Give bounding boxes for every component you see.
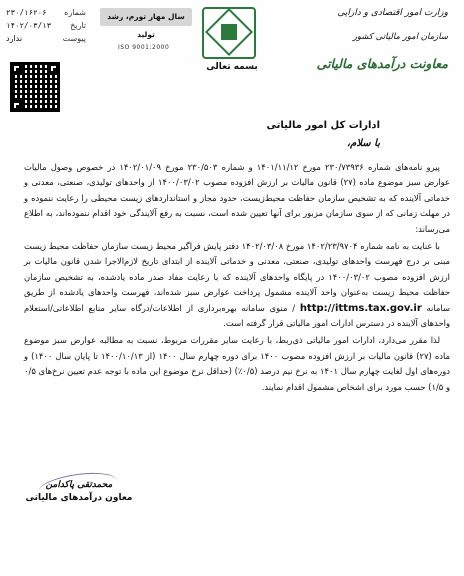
signatory-name: محمدتقی پاکدامن bbox=[45, 480, 113, 490]
iso-label: ISO 9001:2000 bbox=[118, 44, 170, 51]
meta-attachment-value: ندارد bbox=[6, 34, 23, 43]
meta-date-value: ۱۴۰۲/۰۳/۱۳ bbox=[6, 21, 52, 30]
ministry-header bbox=[317, 8, 448, 71]
signature-block bbox=[24, 480, 134, 503]
ministry-name: وزارت امور اقتصادی و دارایی bbox=[337, 8, 448, 18]
meta-attachment-label: پیوست bbox=[62, 34, 86, 43]
paragraph-3: لذا مقرر می‌دارد، ادارات امور مالیاتی ذی‌ربط، با رعایت سایر مقررات مربوط، نسبت به مطالبه عوارض سبز موضوع ماده (۲۷) قانون مالیات بر ارزش افزوده مصوب ۱۴۰۰ برای دوره چهارم سال ۱۴۰۰ (از ۱۴۰۰/۱۰/۱۳ تا پایان سال ۱۴۰۰) و دوره‌های اول لغایت چهارم سال ۱۴۰۱ به نرخ نیم درصد (۰/۵٪) (حداقل نرخ موضوع این ماده با توجه عدم تعیین نرخ‌های ۰/۵ و ۱/۵) حسب مورد برای اشخاص مشمول اقدام نمایند. bbox=[24, 335, 450, 392]
qr-finder-top-left bbox=[11, 63, 22, 74]
emblem-core bbox=[221, 24, 237, 40]
tax-organization-emblem bbox=[202, 7, 256, 59]
salutation: با سلام، bbox=[346, 138, 380, 149]
system-url-link[interactable]: http://ittms.tax.gov.ir bbox=[299, 302, 422, 314]
qr-finder-bottom-left bbox=[11, 100, 22, 111]
deputy-name: معاونت درآمدهای مالیاتی bbox=[316, 56, 448, 71]
qr-finder-top-right bbox=[48, 63, 59, 74]
meta-number-row bbox=[6, 6, 86, 19]
meta-number-value: ۲۳۰/۱۶۲۰۶ bbox=[6, 8, 47, 17]
letter-meta bbox=[6, 6, 86, 45]
meta-date-row bbox=[6, 19, 86, 32]
paragraph-2 bbox=[24, 239, 450, 331]
organization-name: سازمان امور مالیاتی کشور bbox=[352, 32, 448, 42]
paragraph-1: پیرو نامه‌های شماره ۲۳۰/۷۳۹۳۶ مورخ ۱۴۰۱/۱۱/۱۲ و شماره ۲۳۰/۵۰۳ مورخ ۱۴۰۲/۰۱/۰۹ در خصوص وصول مالیات عوارض سبز موضوع ماده (۲۷) قانون مالیات بر ارزش افزوده مصوب ۱۴۰۰/۰۳/۰۲ از واحدهای تولیدی، صنعتی، معدنی و خدماتی آلاینده که به تشخیص سازمان حفاظت محیط‌زیست، حدود مجاز و استانداردهای زیست محیطی را رعایت ننموده و در مهلت زمانی که از سوی سازمان مزبور برای آنها تعیین شده است، نسبت به رفع آلایندگی خود اقدام ننموده‌اند، به اطلاع می‌رساند: bbox=[24, 162, 451, 234]
letter-body bbox=[24, 160, 450, 395]
qr-code bbox=[10, 62, 60, 112]
meta-date-label: تاریخ bbox=[70, 21, 86, 30]
paragraph-2-part-b: / منوی سامانه بهره‌برداری از اطلاعات/درگاه سایر منابع اطلاعاتی/استعلام واحدهای آلاینده در دسترس ادارات امور مالیاتی قرار گرفته است. bbox=[24, 302, 450, 329]
signatory-title: معاون درآمدهای مالیاتی bbox=[25, 493, 133, 503]
meta-number-label: شماره bbox=[64, 8, 86, 17]
basmala-heading: بسمه تعالی bbox=[206, 62, 258, 72]
paragraph-2-part-a: با عنایت به نامه شماره ۱۴۰۲/۲۳/۹۷۰۴ مورخ ۱۴۰۲/۰۳/۰۸ دفتر پایش فراگیر محیط زیست سازمان حفاظت محیط زیست مبنی بر درج فهرست واحدهای تولیدی، صنعتی، معدنی و خدماتی آلاینده از ابتدای تاریخ لازم‌الاجرا شدن قانون مالیات بر ارزش افزوده مصوب ۱۴۰۰/۰۳/۰۲ در پایگاه واحدهای آلاینده که با رعایت مفاد صدر ماده یادشده، به تشخیص سازمان حفاظت محیط زیست به‌عنوان واحد آلاینده مشمول پرداخت عوارض سبز شده‌اند، فهرست واحدهای یادشده از طریق سامانه bbox=[24, 241, 450, 313]
year-slogan-banner: سال مهار تورم، رشد تولید bbox=[100, 8, 192, 26]
addressee: ادارات کل امور مالیاتی bbox=[266, 120, 380, 131]
meta-attachment-row bbox=[6, 32, 86, 45]
